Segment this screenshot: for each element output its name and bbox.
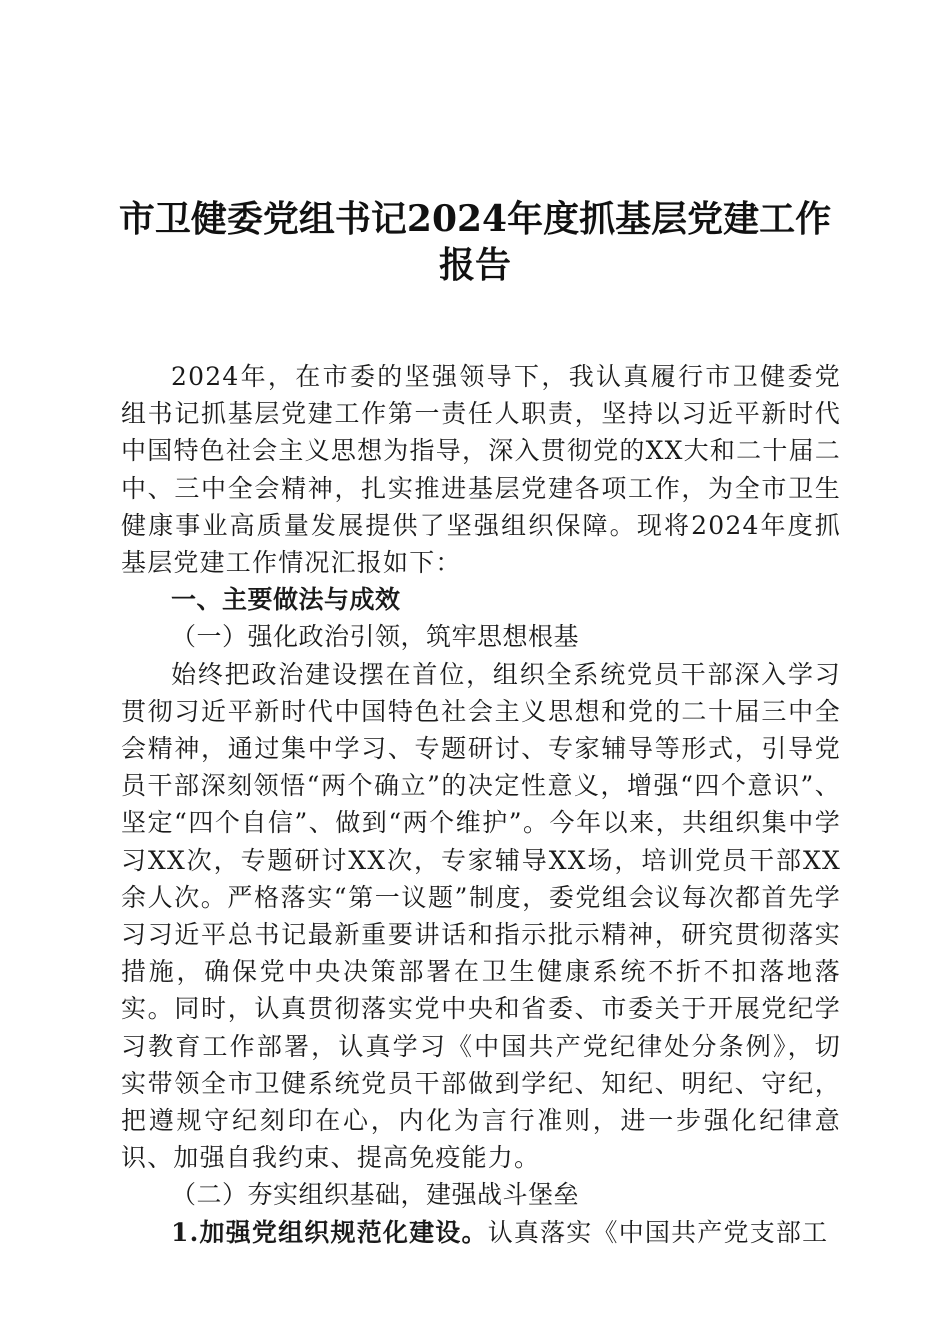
subsection-body-political-guidance: 始终把政治建设摆在首位，组织全系统党员干部深入学习贯彻习近平新时代中国特色社会主义思想和党的二十届三中全会精神，通过集中学习、专题研讨、专家辅导等形式，引导党员干部深刻领悟“两个确立”的决定性意义，增强“四个意识”、坚定“四个自信”、做到“两个维护”。今年以来，共组织集中学习XX次，专题研讨XX次，专家辅导XX场，培训党员干部XX余人次。严格落实“第一议题”制度，委党组会议每次都首先学习习近平总书记最新重要讲话和指示批示精神，研究贯彻落实措施，确保党中央决策部署在卫生健康系统不折不扣落地落实。同时，认真贯彻落实党中央和省委、市委关于开展党纪学习教育工作部署，认真学习《中国共产党纪律处分条例》，切实带领全市卫健系统党员干部做到学纪、知纪、明纪、守纪，把遵规守纪刻印在心，内化为言行准则，进一步强化纪律意识、加强自我约束、提高免疫能力。	[121, 659, 841, 1173]
document-title-line-1: 市卫健委党组书记2024年度抓基层党建工作	[118, 198, 832, 240]
item-body-standardization: 认真落实《中国共产党支部工	[487, 1217, 829, 1247]
item-lead-standardization: 1.加强党组织规范化建设。	[171, 1217, 488, 1247]
intro-paragraph: 2024年，在市委的坚强领导下，我认真履行市卫健委党组书记抓基层党建工作第一责任人职责，坚持以习近平新时代中国特色社会主义思想为指导，深入贯彻党的XX大和二十届二中、三中全会精神，扎实推进基层党建各项工作，为全市卫生健康事业高质量发展提供了坚强组织保障。现将2024年度抓基层党建工作情况汇报如下：	[121, 362, 841, 578]
document-title-line-2: 报告	[438, 244, 511, 286]
subsection-heading-organization-foundation: （二）夯实组织基础，建强战斗堡垒	[171, 1180, 580, 1210]
document-body	[121, 358, 841, 1251]
section-heading-main-practices: 一、主要做法与成效	[171, 585, 401, 615]
subsection-heading-political-guidance: （一）强化政治引领，筑牢思想根基	[171, 622, 580, 652]
item-paragraph-standardization	[121, 1214, 841, 1251]
